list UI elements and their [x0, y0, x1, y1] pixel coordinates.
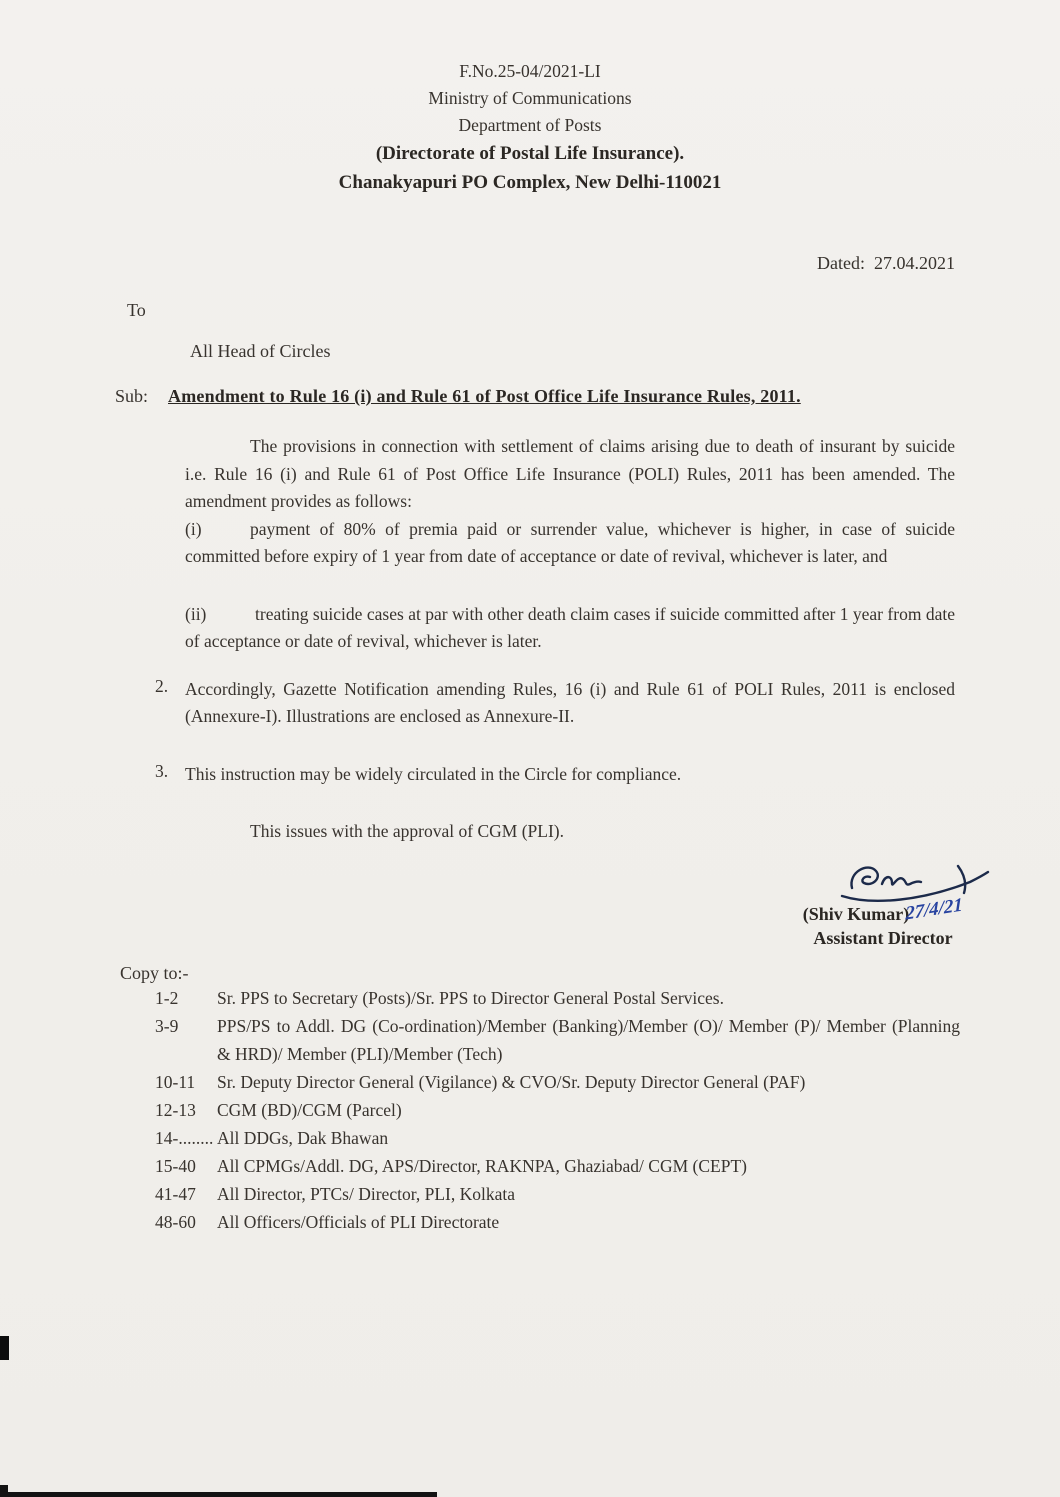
letter-body — [155, 433, 955, 846]
copy-to-item — [155, 984, 960, 1012]
letterhead — [0, 0, 1060, 197]
clause-ii — [185, 601, 955, 656]
clause-ii-marker: (ii) — [185, 603, 207, 624]
copy-range: 14-........ — [155, 1127, 214, 1148]
copy-to-item — [155, 1208, 960, 1236]
date-value: Dated: 27.04.2021 — [817, 253, 955, 273]
to-label: To — [127, 300, 146, 320]
copy-range: 12-13 — [155, 1099, 196, 1120]
address-line: Chanakyapuri PO Complex, New Delhi-110021 — [338, 172, 722, 193]
copy-to-item — [155, 1012, 960, 1068]
directorate-line: (Directorate of Postal Life Insurance). — [375, 143, 685, 164]
copy-to-item — [155, 1152, 960, 1180]
copy-text: Sr. Deputy Director General (Vigilance) & CVO/Sr. Deputy Director General (PAF) — [217, 1071, 806, 1092]
body-paragraph-1: The provisions in connection with settlement of claims arising due to death of insurant by suicide i.e. Rule 16 (i) and Rule 61 of Post Office Life Insurance (POLI) Rules, 2011 has been amended. The amendment provides as follows: — [185, 436, 955, 511]
clause-i — [185, 516, 955, 571]
copy-range: 3-9 — [155, 1015, 179, 1036]
scan-artifact-bottom-edge — [0, 1492, 437, 1497]
ministry-line: Ministry of Communications — [428, 88, 632, 108]
point-3 — [155, 761, 955, 789]
department-line: Department of Posts — [458, 115, 602, 135]
signature-block — [758, 858, 1008, 949]
signatory-designation: Assistant Director — [813, 927, 953, 948]
copy-to-item — [155, 1124, 960, 1152]
copy-range: 15-40 — [155, 1155, 196, 1176]
addressee: All Head of Circles — [190, 341, 331, 361]
point-2-text: Accordingly, Gazette Notification amending Rules, 16 (i) and Rule 61 of POLI Rules, 2011 is enclosed (Annexure-I). Illustrations are enclosed as Annexure-II. — [185, 678, 955, 726]
scan-artifact-bottom-notch — [0, 1485, 8, 1497]
scan-artifact-left-edge — [0, 1336, 9, 1360]
date-line — [0, 253, 1060, 274]
copy-text: Sr. PPS to Secretary (Posts)/Sr. PPS to Director General Postal Services. — [217, 987, 724, 1008]
copy-text: PPS/PS to Addl. DG (Co-ordination)/Member (Banking)/Member (O)/ Member (P)/ Member (Planning & HRD)/ Member (PLI)/Member (Tech) — [217, 1015, 960, 1064]
subject-text: Amendment to Rule 16 (i) and Rule 61 of Post Office Life Insurance Rules, 2011. — [168, 386, 801, 406]
signatory-name-row — [758, 893, 1008, 926]
copy-to-item — [155, 1096, 960, 1124]
copy-text: All DDGs, Dak Bhawan — [217, 1127, 389, 1148]
point-3-text: This instruction may be widely circulated in the Circle for compliance. — [185, 763, 682, 784]
clause-i-marker: (i) — [185, 518, 202, 539]
copy-text: All Director, PTCs/ Director, PLI, Kolkata — [217, 1183, 515, 1204]
point-2 — [155, 676, 955, 731]
copy-to-label: Copy to:- — [120, 962, 189, 983]
copy-range: 48-60 — [155, 1211, 196, 1232]
clause-i-text: payment of 80% of premia paid or surrender value, whichever is higher, in case of suicide committed before expiry of 1 year from date of acceptance or date of revival, whichever is later, and — [185, 518, 955, 566]
copy-to-item — [155, 1068, 960, 1096]
copy-to-block — [120, 963, 960, 1236]
copy-text: All CPMGs/Addl. DG, APS/Director, RAKNPA, Ghaziabad/ CGM (CEPT) — [217, 1155, 747, 1176]
copy-to-item — [155, 1180, 960, 1208]
file-number: F.No.25-04/2021-LI — [459, 61, 601, 81]
point-3-marker: 3. — [155, 760, 169, 781]
copy-range: 1-2 — [155, 987, 179, 1008]
copy-range: 41-47 — [155, 1183, 196, 1204]
subject-label: Sub: — [115, 386, 149, 406]
closing-line: This issues with the approval of CGM (PLI). — [250, 821, 564, 841]
clause-ii-text: treating suicide cases at par with other death claim cases if suicide committed after 1 year from date of acceptance or date of revival, whichever is later. — [185, 603, 955, 651]
copy-text: CGM (BD)/CGM (Parcel) — [217, 1099, 402, 1120]
copy-text: All Officers/Officials of PLI Directorate — [217, 1211, 500, 1232]
subject-line — [115, 386, 955, 407]
handwritten-date: 27/4/21 — [905, 893, 964, 925]
signatory-name: (Shiv Kumar) — [802, 903, 910, 924]
copy-range: 10-11 — [155, 1071, 196, 1092]
point-2-marker: 2. — [155, 675, 169, 696]
